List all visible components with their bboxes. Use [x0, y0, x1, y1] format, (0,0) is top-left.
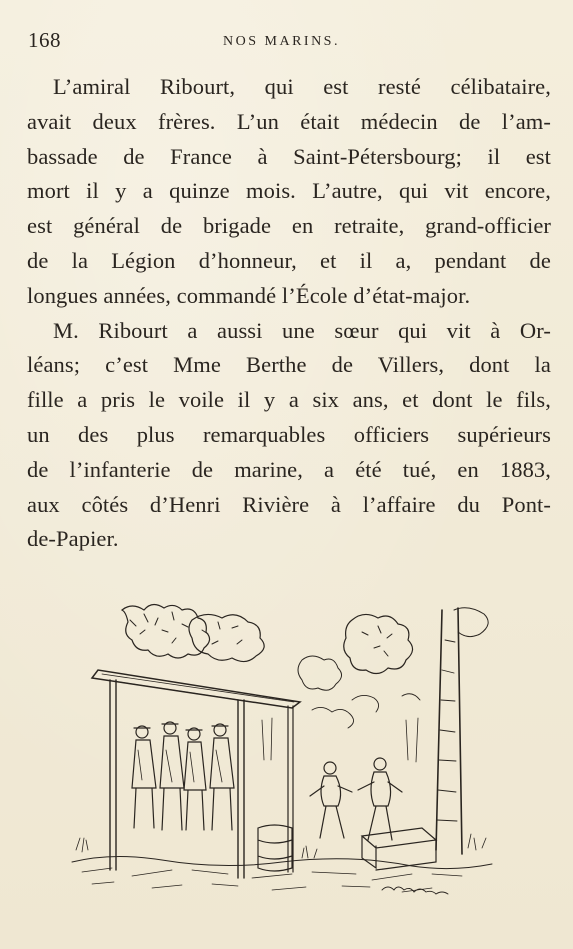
body-text	[27, 70, 551, 557]
text-line: de-Papier.	[27, 526, 119, 552]
text-line: est général de brigade en retraite, grand-officier	[27, 213, 551, 239]
running-title: NOS MARINS.	[223, 34, 340, 49]
text-line: un des plus remarquables officiers supérieurs	[27, 421, 551, 447]
text-line: L’amiral Ribourt, qui est resté célibataire,	[53, 74, 551, 99]
text-line: mort il y a quinze mois. L’autre, qui vit encore,	[27, 178, 551, 204]
text-line: avait deux frères. L’un était médecin de l’am-	[27, 108, 551, 134]
engraving-illustration	[62, 600, 502, 900]
text-line: M. Ribourt a aussi une sœur qui vit à Or-	[53, 317, 551, 343]
text-line: fille a pris le voile il y a six ans, et dont le fils,	[27, 387, 551, 413]
text-line: longues années, commandé l’École d’état-major.	[27, 282, 471, 308]
text-line: léans; c’est Mme Berthe de Villers, dont la	[27, 352, 551, 378]
text-line: de la Légion d’honneur, et il a, pendant de	[27, 247, 551, 273]
text-line: de l’infanterie de marine, a été tué, en 1883,	[27, 456, 551, 482]
text-line: aux côtés d’Henri Rivière à l’affaire du Pont-	[27, 491, 551, 517]
page-number: 168	[28, 28, 61, 52]
text-line: bassade de France à Saint-Pétersbourg; il est	[27, 143, 551, 169]
running-head	[28, 28, 547, 52]
